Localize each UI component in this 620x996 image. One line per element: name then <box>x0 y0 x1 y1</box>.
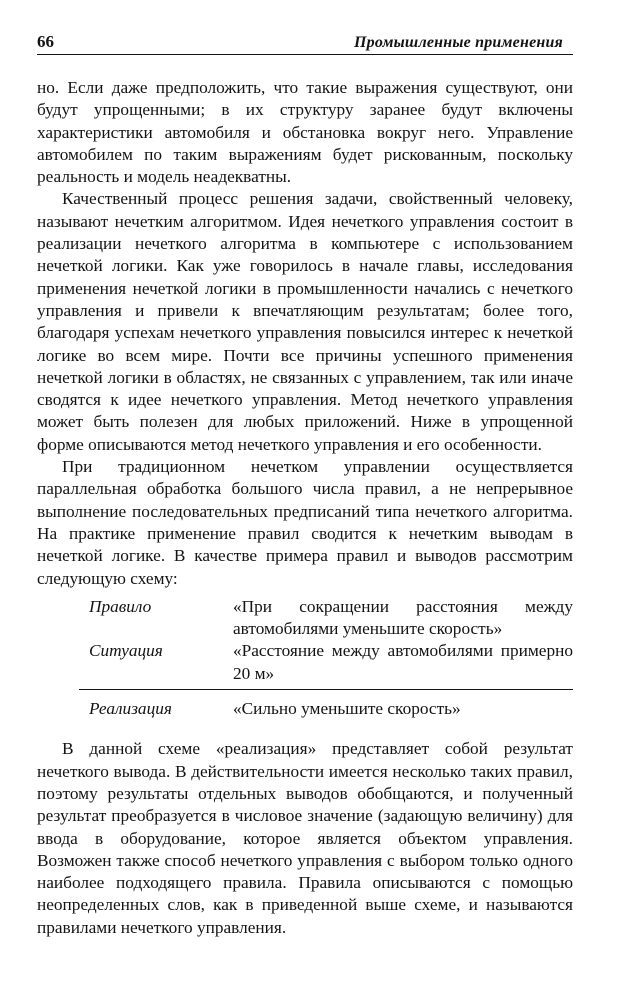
running-title: Промышленные применения <box>354 34 563 51</box>
scheme-divider <box>79 689 573 690</box>
paragraph-traditional-control: При традиционном нечетком управлении осуществляется параллельная обработка большого числа правил, а не непрерывное выполнение последовательных предписаний типа нечеткого алгоритма. На практике применение правил сводится к нечетким выводам в нечеткой логике. В качестве примера правил и выводов рассмотрим следующую схему: <box>37 457 573 588</box>
scheme-situation-row <box>37 640 573 685</box>
scheme-result-label: Реализация <box>89 699 172 719</box>
scheme-rule-label: Правило <box>89 596 152 616</box>
paragraph-continuation: но. Если даже предположить, что такие выражения существуют, они будут упрощенными; в их структуру заранее будут включены характеристики автомобиля и обстановка вокруг него. Управление автомобилем по таким выражениям будет рискованным, поскольку реальность и модель неадекватны. <box>37 78 573 187</box>
scheme-rule-row <box>37 596 573 641</box>
scheme-result-row <box>37 698 573 720</box>
running-head <box>37 30 573 55</box>
page-number: 66 <box>37 32 54 51</box>
book-page <box>37 30 573 939</box>
scheme-situation-text: «Расстояние между автомобилями примерно 20 м» <box>233 641 573 683</box>
inference-scheme <box>37 596 573 720</box>
paragraph-realization: В данной схеме «реализация» представляет собой результат нечеткого вывода. В действительности имеется несколько таких правил, поэтому результаты отдельных выводов обобщаются, и полученный результат преобразуется в числовое значение (задающую величину) для ввода в оборудование, которое является объектом управления. Возможен также способ нечеткого управления с выбором только одного наиболее подходящего правила. Правила описываются с помощью неопределенных слов, как в приведенной выше схеме, и называются правилами нечеткого управления. <box>37 739 573 937</box>
scheme-situation-label: Ситуация <box>89 641 163 661</box>
scheme-rule-text: «При сокращении расстояния между автомобилями уменьшите скорость» <box>233 596 573 639</box>
scheme-result-text: «Сильно уменьшите скорость» <box>233 699 461 719</box>
paragraph-fuzzy-algorithm: Качественный процесс решения задачи, свойственный человеку, называют нечетким алгоритмом. Идея нечеткого управления состоит в реализации нечеткого алгоритма в компьютере с использованием нечеткой логики. Как уже говорилось в начале главы, исследования применения нечеткой логики в промышленности начались с нечеткого управления и привели к впечатляющим результатам; более того, благодаря успехам нечеткого управления повысился интерес к нечеткой логике во всем мире. Почти все причины успешного применения нечеткой логики в областях, не связанных с управлением, так или иначе сводятся к идее нечеткого управления. Метод нечеткого управления может быть полезен для любых приложений. Ниже в упрощенной форме описываются метод нечеткого управления и его особенности. <box>37 189 573 454</box>
